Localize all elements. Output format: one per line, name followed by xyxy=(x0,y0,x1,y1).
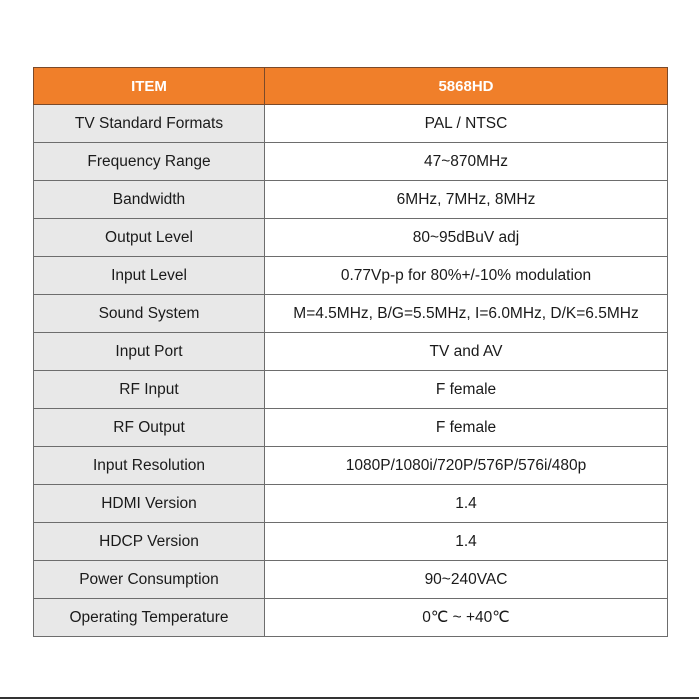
row-item: Sound System xyxy=(34,295,265,333)
spec-table xyxy=(33,67,668,637)
row-item: TV Standard Formats xyxy=(34,105,265,143)
table-row xyxy=(34,333,668,371)
row-value: 1.4 xyxy=(265,523,668,561)
row-item: HDCP Version xyxy=(34,523,265,561)
table-row xyxy=(34,561,668,599)
table-row xyxy=(34,219,668,257)
table-row xyxy=(34,371,668,409)
row-item: Input Level xyxy=(34,257,265,295)
table-row xyxy=(34,599,668,637)
row-value: M=4.5MHz, B/G=5.5MHz, I=6.0MHz, D/K=6.5MHz xyxy=(265,295,668,333)
row-value: 6MHz, 7MHz, 8MHz xyxy=(265,181,668,219)
header-item: ITEM xyxy=(34,68,265,105)
table-row xyxy=(34,409,668,447)
row-value: 0℃ ~ +40℃ xyxy=(265,599,668,637)
header-model: 5868HD xyxy=(265,68,668,105)
table-row xyxy=(34,105,668,143)
row-value: TV and AV xyxy=(265,333,668,371)
row-item: Bandwidth xyxy=(34,181,265,219)
table-row xyxy=(34,143,668,181)
table-row xyxy=(34,447,668,485)
row-item: RF Output xyxy=(34,409,265,447)
row-value: 90~240VAC xyxy=(265,561,668,599)
row-item: HDMI Version xyxy=(34,485,265,523)
table-row xyxy=(34,181,668,219)
row-value: 0.77Vp-p for 80%+/-10% modulation xyxy=(265,257,668,295)
table-row xyxy=(34,257,668,295)
row-item: Input Resolution xyxy=(34,447,265,485)
row-value: F female xyxy=(265,371,668,409)
row-value: 1080P/1080i/720P/576P/576i/480p xyxy=(265,447,668,485)
row-value: F female xyxy=(265,409,668,447)
table-header-row xyxy=(34,68,668,105)
row-item: Power Consumption xyxy=(34,561,265,599)
row-item: RF Input xyxy=(34,371,265,409)
table-row xyxy=(34,485,668,523)
table-row xyxy=(34,523,668,561)
row-value: PAL / NTSC xyxy=(265,105,668,143)
row-item: Operating Temperature xyxy=(34,599,265,637)
row-item: Frequency Range xyxy=(34,143,265,181)
row-value: 1.4 xyxy=(265,485,668,523)
table-row xyxy=(34,295,668,333)
row-value: 80~95dBuV adj xyxy=(265,219,668,257)
row-item: Input Port xyxy=(34,333,265,371)
row-item: Output Level xyxy=(34,219,265,257)
row-value: 47~870MHz xyxy=(265,143,668,181)
